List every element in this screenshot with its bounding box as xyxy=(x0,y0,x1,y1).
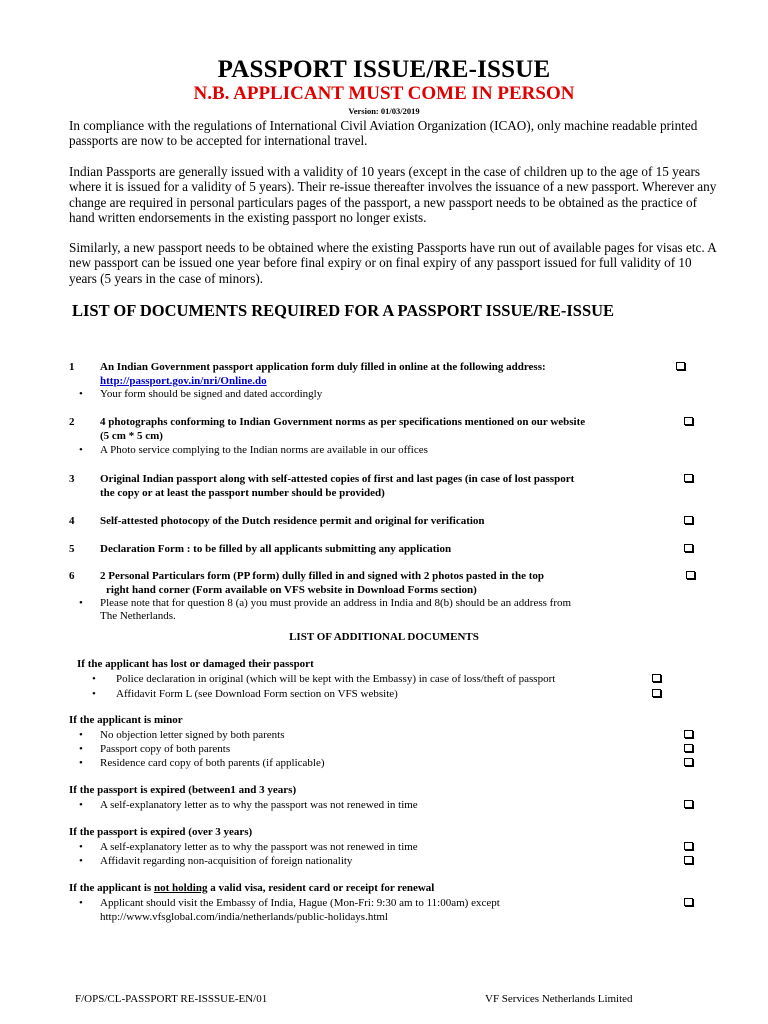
bullet-dot: • xyxy=(79,841,83,853)
version-label: Version: 01/03/2019 xyxy=(348,106,420,116)
documents-list-heading: LIST OF DOCUMENTS REQUIRED FOR A PASSPORT ISSUE/RE-ISSUE xyxy=(72,301,615,320)
checkbox[interactable] xyxy=(686,571,695,579)
no-visa-heading xyxy=(69,882,434,894)
bullet-dot: • xyxy=(79,897,83,909)
no-visa-item-text: Applicant should visit the Embassy of India, Hague (Mon-Fri: 9:30 am to 11:00am) except xyxy=(100,897,500,909)
checkbox[interactable] xyxy=(652,689,661,697)
item-1-bullet-text: Your form should be signed and dated accordingly xyxy=(100,388,323,400)
footer-company: VF Services Netherlands Limited xyxy=(485,993,633,1005)
item-number: 4 xyxy=(69,515,75,527)
item-number: 3 xyxy=(69,473,75,485)
lost-item-affidavit-text: Affidavit Form L (see Download Form section on VFS website) xyxy=(116,688,398,700)
expired-over-3-heading: If the passport is expired (over 3 years) xyxy=(69,826,253,838)
checkbox[interactable] xyxy=(684,417,693,425)
expired-1-3-heading: If the passport is expired (between1 and 3 years) xyxy=(69,784,297,796)
footer-document-code: F/OPS/CL-PASSPORT RE-ISSSUE-EN/01 xyxy=(75,993,268,1005)
item-number: 5 xyxy=(69,543,75,555)
expired-1-3-item-text: A self-explanatory letter as to why the passport was not renewed in time xyxy=(100,799,418,811)
minor-heading: If the applicant is minor xyxy=(69,714,183,726)
no-visa-heading-pre: If the applicant is xyxy=(69,882,154,894)
item-2-text-line2: (5 cm * 5 cm) xyxy=(100,430,163,442)
additional-documents-heading: LIST OF ADDITIONAL DOCUMENTS xyxy=(289,631,479,643)
item-6-text-line2: right hand corner (Form available on VFS website in Download Forms section) xyxy=(106,584,477,596)
bullet-dot: • xyxy=(92,673,96,685)
bullet-dot: • xyxy=(92,688,96,700)
bullet-dot: • xyxy=(79,743,83,755)
checkbox[interactable] xyxy=(684,744,693,752)
item-5-text: Declaration Form : to be filled by all applicants submitting any application xyxy=(100,543,452,555)
checkbox[interactable] xyxy=(684,842,693,850)
item-4-text: Self-attested photocopy of the Dutch residence permit and original for verification xyxy=(100,515,485,527)
item-3-text-line2: the copy or at least the passport number should be provided) xyxy=(100,487,385,499)
bullet-dot: • xyxy=(79,388,83,400)
minor-item-text: Passport copy of both parents xyxy=(100,743,231,755)
page-title: PASSPORT ISSUE/RE-ISSUE xyxy=(217,56,551,83)
page-subtitle: N.B. APPLICANT MUST COME IN PERSON xyxy=(193,83,575,104)
bullet-dot: • xyxy=(79,444,83,456)
no-visa-heading-underlined: not holding xyxy=(153,882,208,894)
checkbox[interactable] xyxy=(684,758,693,766)
item-1-text: An Indian Government passport application form duly filled in online at the following address: xyxy=(100,361,546,373)
item-2-bullet-text: A Photo service complying to the Indian norms are available in our offices xyxy=(100,444,428,456)
checkbox[interactable] xyxy=(684,544,693,552)
intro-paragraph-2: Indian Passports are generally issued with a validity of 10 years (except in the case of children up to the age of 15 years where it is issued for a validity of 5 years). Their re-issue thereafter involves the issuance of a new passport. Wherever any change are required in personal particulars pages of the passport, a new passport needs to be obtained as the practice of hand written endorsements in the existing passport no longer exists. xyxy=(69,164,717,225)
lost-passport-heading: If the applicant has lost or damaged their passport xyxy=(77,658,314,670)
item-2-text: 4 photographs conforming to Indian Government norms as per specifications mentioned on our website xyxy=(100,416,586,428)
item-3-text: Original Indian passport along with self-attested copies of first and last pages (in case of lost passport xyxy=(100,473,575,485)
checkbox[interactable] xyxy=(684,516,693,524)
bullet-dot: • xyxy=(79,855,83,867)
checkbox[interactable] xyxy=(684,730,693,738)
checkbox[interactable] xyxy=(684,474,693,482)
intro-paragraph-3: Similarly, a new passport needs to be obtained where the existing Passports have run out of available pages for visas etc. A new passport can be issued one year before final expiry or on final expiry of any passport issued for full validity of 10 years (5 years in the case of minors). xyxy=(69,240,717,286)
lost-item-police-text: Police declaration in original (which will be kept with the Embassy) in case of loss/theft of passport xyxy=(116,673,556,685)
intro-paragraph-1: In compliance with the regulations of International Civil Aviation Organization (ICAO), only machine readable printed passports are now to be accepted for international travel. xyxy=(69,118,698,149)
item-number: 1 xyxy=(69,361,75,373)
expired-over-3-item-text: Affidavit regarding non-acquisition of foreign nationality xyxy=(100,855,353,867)
checkbox[interactable] xyxy=(652,674,661,682)
item-number: 2 xyxy=(69,416,75,428)
item-6-bullet-text-line2: The Netherlands. xyxy=(100,610,176,622)
item-number: 6 xyxy=(69,570,75,582)
checkbox[interactable] xyxy=(684,898,693,906)
no-visa-heading-post: a valid visa, resident card or receipt for renewal xyxy=(207,882,435,894)
passport-online-link[interactable] xyxy=(100,374,267,388)
expired-over-3-item-text: A self-explanatory letter as to why the passport was not renewed in time xyxy=(100,841,418,853)
bullet-dot: • xyxy=(79,757,83,769)
minor-item-text: Residence card copy of both parents (if applicable) xyxy=(100,757,325,769)
minor-item-text: No objection letter signed by both parents xyxy=(100,729,285,741)
bullet-dot: • xyxy=(79,729,83,741)
item-6-text: 2 Personal Particulars form (PP form) dully filled in and signed with 2 photos pasted in the top xyxy=(100,570,544,582)
bullet-dot: • xyxy=(79,799,83,811)
checkbox[interactable] xyxy=(684,800,693,808)
bullet-dot: • xyxy=(79,597,83,609)
item-6-bullet-text: Please note that for question 8 (a) you must provide an address in India and 8(b) should be an address from xyxy=(100,597,572,609)
checkbox[interactable] xyxy=(676,362,685,370)
checkbox[interactable] xyxy=(684,856,693,864)
public-holidays-url: http://www.vfsglobal.com/india/netherlands/public-holidays.html xyxy=(100,911,388,923)
passport-online-link-text[interactable]: http://passport.gov.in/nri/Online.do xyxy=(100,375,267,387)
